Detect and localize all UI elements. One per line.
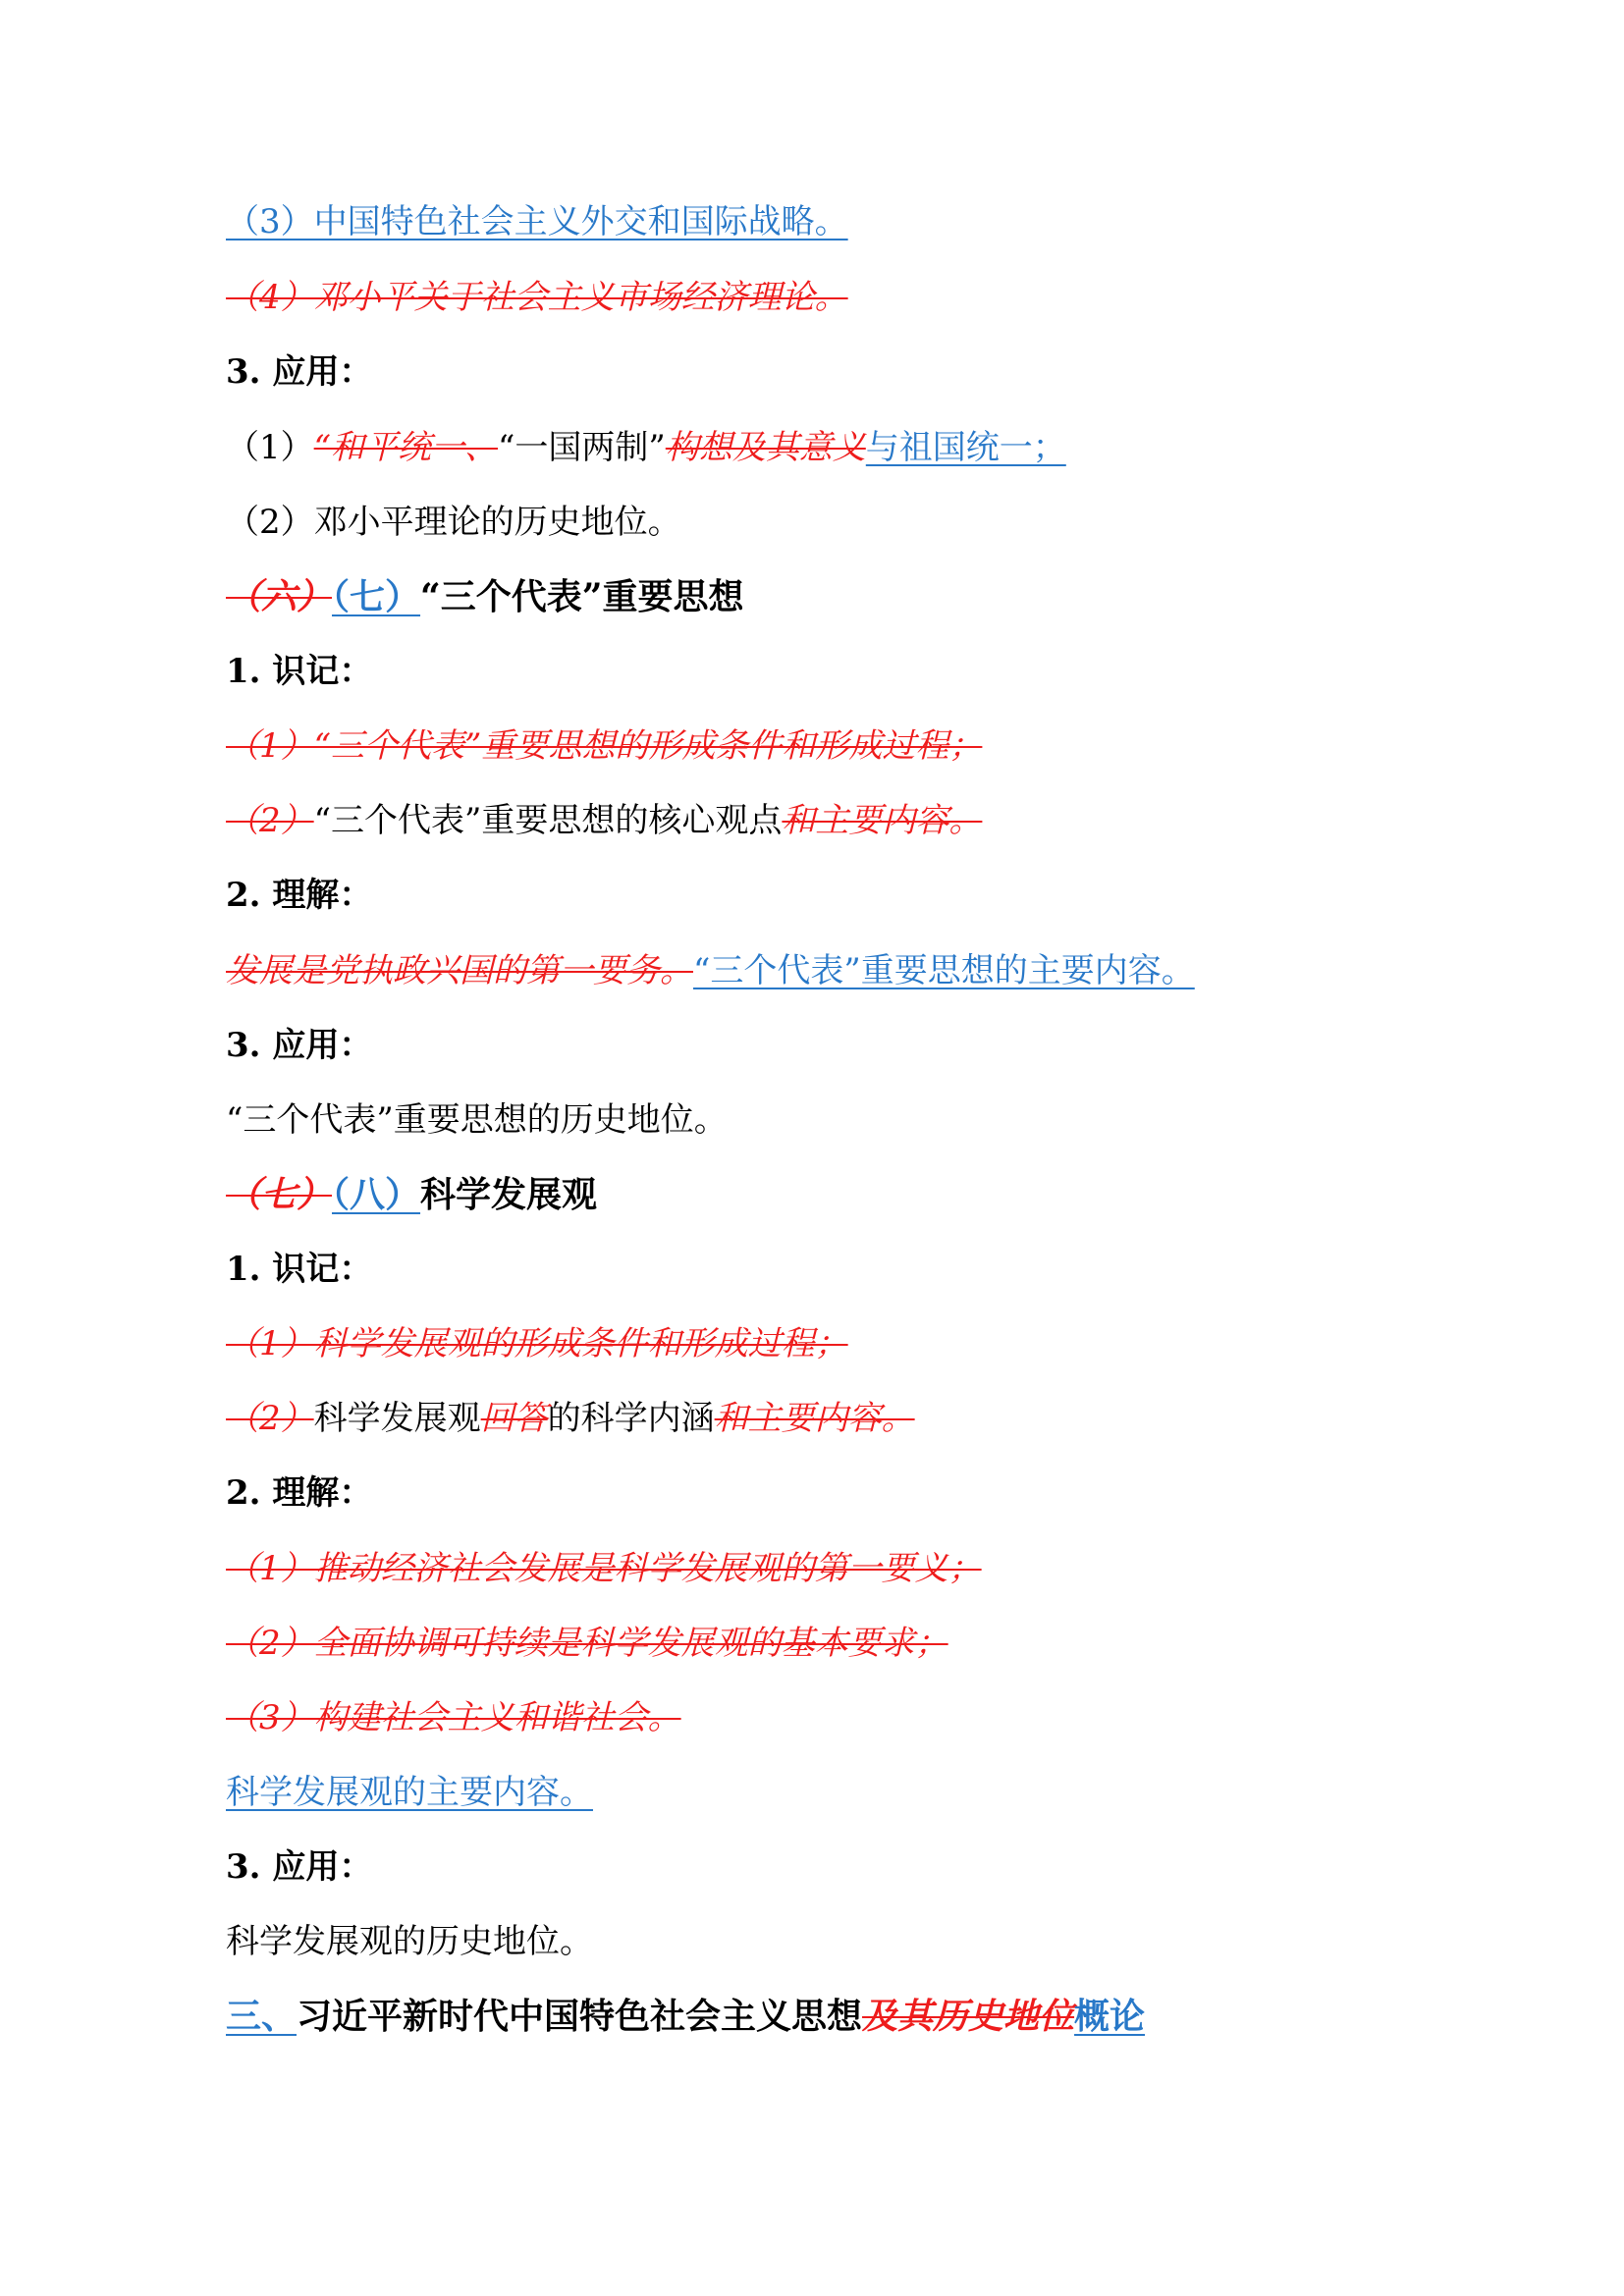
heading-text: 3. 应用： xyxy=(226,1026,373,1065)
heading-text: 科学发展观 xyxy=(420,1174,598,1215)
deleted-text: 构想及其意义 xyxy=(665,428,866,467)
deleted-text: 发展是党执政兴国的第一要务。 xyxy=(226,951,693,990)
list-item-formation-conditions xyxy=(226,723,982,769)
inserted-text: 与祖国统一； xyxy=(865,428,1066,467)
body-text: （2）邓小平理论的历史地位。 xyxy=(226,503,681,542)
deleted-text: 回答 xyxy=(480,1399,548,1438)
chapter-heading-scientific-outlook xyxy=(226,1172,597,1217)
list-item-scientific-outlook-status xyxy=(226,1919,593,1964)
deleted-text: （3）构建社会主义和谐社会。 xyxy=(226,1698,681,1737)
heading-text: 1. 识记： xyxy=(226,652,373,691)
heading-text: 2. 理解： xyxy=(226,876,373,915)
section-heading-memorize xyxy=(226,649,372,694)
inserted-number: 三、 xyxy=(226,1996,298,2037)
list-item-harmonious-society xyxy=(226,1695,681,1740)
list-item-main-content xyxy=(226,1770,593,1815)
body-text: 的科学内涵 xyxy=(547,1399,715,1438)
deleted-text: “和平统一、 xyxy=(313,428,499,467)
inserted-text: （3）中国特色社会主义外交和国际战略。 xyxy=(226,202,848,241)
deleted-number: （七） xyxy=(226,1174,333,1215)
list-item-scientific-connotation xyxy=(226,1396,915,1441)
body-text: “三个代表”重要思想的核心观点 xyxy=(313,801,783,840)
list-item-main-content xyxy=(226,948,1195,993)
heading-text: 3. 应用： xyxy=(226,352,373,392)
deleted-number: （2） xyxy=(226,801,314,840)
list-item-first-essence xyxy=(226,1546,982,1591)
section-heading-apply xyxy=(226,1023,372,1068)
deleted-text: （1）科学发展观的形成条件和形成过程； xyxy=(226,1324,848,1363)
deleted-number: （2） xyxy=(226,1399,314,1438)
section-heading-understand xyxy=(226,873,372,918)
body-text: “三个代表”重要思想的历史地位。 xyxy=(226,1100,728,1140)
heading-text: “三个代表”重要思想 xyxy=(420,576,744,617)
inserted-text: 科学发展观的主要内容。 xyxy=(226,1773,593,1812)
deleted-text: 和主要内容。 xyxy=(782,801,983,840)
inserted-text: “三个代表”重要思想的主要内容。 xyxy=(693,951,1195,990)
section-heading-memorize xyxy=(226,1247,372,1292)
inserted-number: （七） xyxy=(332,576,421,617)
deleted-text: （1）“三个代表”重要思想的形成条件和形成过程； xyxy=(226,726,983,766)
deleted-text: 及其历史地位 xyxy=(862,1996,1075,2037)
chapter-heading-three-represents xyxy=(226,574,743,619)
list-item-deng-historical-status xyxy=(226,500,681,545)
list-item-formation-conditions xyxy=(226,1321,848,1366)
list-item-basic-requirement xyxy=(226,1621,948,1666)
inserted-number: （八） xyxy=(332,1174,421,1215)
list-item-core-viewpoints xyxy=(226,798,982,843)
section-heading-apply xyxy=(226,349,372,395)
deleted-text: （2）全面协调可持续是科学发展观的基本要求； xyxy=(226,1624,948,1663)
body-text: “一国两制” xyxy=(498,428,666,467)
section-heading-understand xyxy=(226,1470,372,1516)
heading-text: 3. 应用： xyxy=(226,1847,373,1887)
list-item-one-country-two-systems xyxy=(226,425,1066,470)
section-heading-apply xyxy=(226,1844,372,1890)
deleted-text: （1）推动经济社会发展是科学发展观的第一要义； xyxy=(226,1549,982,1588)
heading-text: 1. 识记： xyxy=(226,1250,373,1289)
list-item-market-economy xyxy=(226,275,848,320)
body-text: 科学发展观的历史地位。 xyxy=(226,1922,593,1961)
heading-text: 习近平新时代中国特色社会主义思想 xyxy=(297,1996,863,2037)
list-item-foreign-strategy xyxy=(226,199,848,244)
part-heading-xi-thought xyxy=(226,1994,1145,2039)
inserted-text: 概论 xyxy=(1074,1996,1146,2037)
deleted-text: （4）邓小平关于社会主义市场经济理论。 xyxy=(226,278,848,317)
list-item-three-represents-status xyxy=(226,1097,728,1143)
heading-text: 2. 理解： xyxy=(226,1473,373,1513)
deleted-number: （六） xyxy=(226,576,333,617)
body-text: 科学发展观 xyxy=(313,1399,481,1438)
deleted-text: 和主要内容。 xyxy=(714,1399,915,1438)
list-number: （1） xyxy=(226,428,314,467)
